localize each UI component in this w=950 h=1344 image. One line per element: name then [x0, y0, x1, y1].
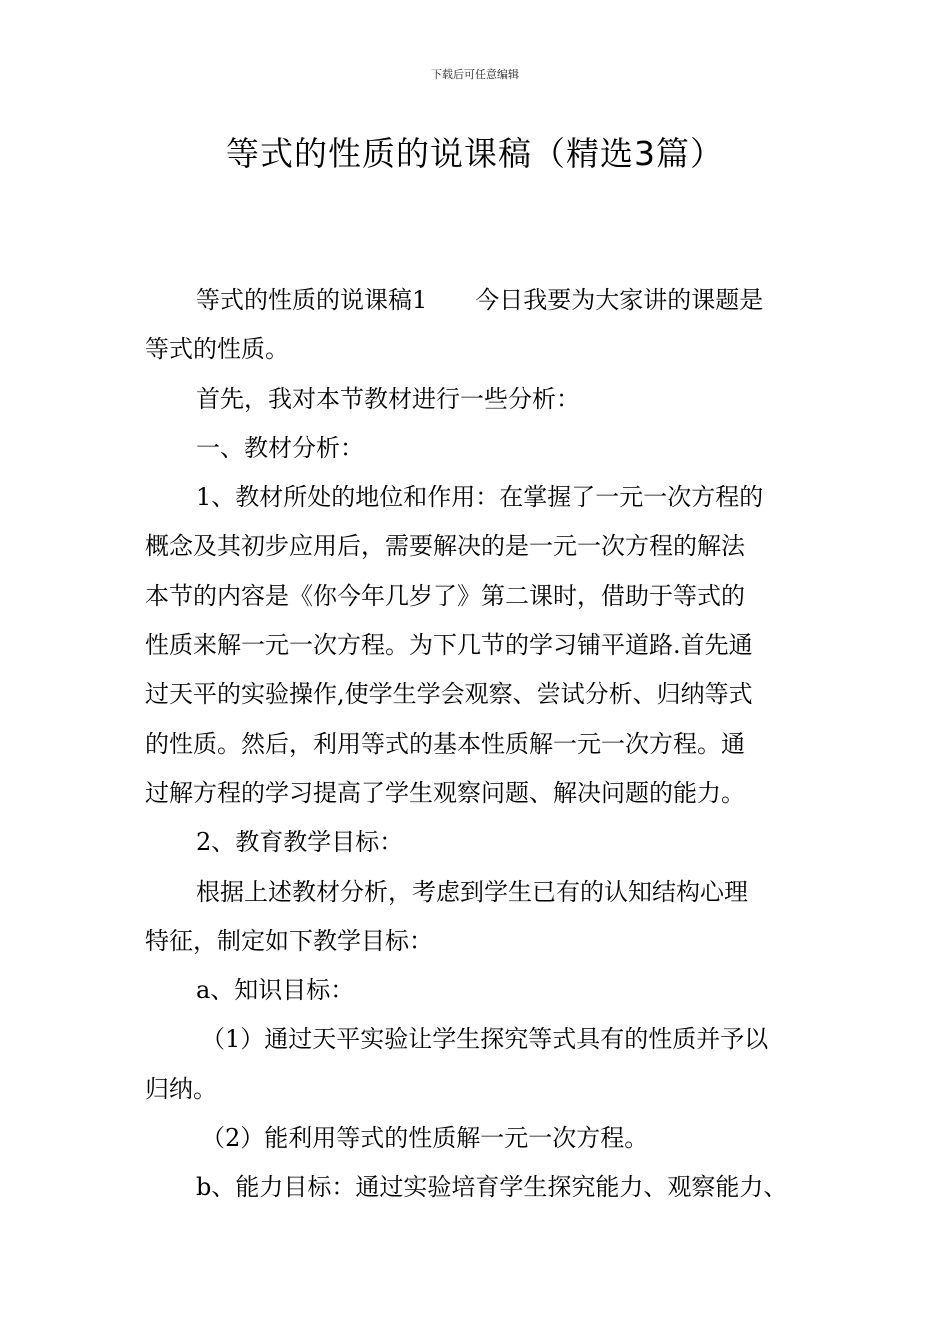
paragraph-line: b、能力目标：通过实验培育学生探究能力、观察能力、 [196, 1173, 788, 1202]
paragraph-line: （1）通过天平实验让学生探究等式具有的性质并予以 [201, 1025, 769, 1054]
paragraph-line: 本节的内容是《你今年几岁了》第二课时，借助于等式的 [145, 581, 745, 610]
paragraph-line: 一、教材分析： [196, 433, 364, 462]
paragraph-line: 1、教材所处的地位和作用：在掌握了一元一次方程的 [196, 483, 764, 512]
paragraph-line: 性质来解一元一次方程。为下几节的学习铺平道路.首先通 [145, 631, 753, 660]
paragraph-line: （2）能利用等式的性质解一元一次方程。 [201, 1124, 649, 1153]
paragraph-line: 等式的性质的说课稿1 今日我要为大家讲的课题是 [196, 286, 764, 314]
paragraph-line: a、知识目标： [196, 976, 355, 1005]
paragraph-line: 根据上述教材分析，考虑到学生已有的认知结构心理 [196, 877, 748, 906]
paragraph-line: 的性质。然后，利用等式的基本性质解一元一次方程。通 [145, 729, 745, 758]
document-title: 等式的性质的说课稿（精选3篇） [226, 134, 724, 173]
paragraph-line: 2、教育教学目标： [196, 828, 404, 857]
paragraph-line: 特征，制定如下教学目标： [145, 926, 433, 955]
paragraph-line: 过天平的实验操作,使学生学会观察、尝试分析、归纳等式 [145, 680, 753, 709]
paragraph-line: 过解方程的学习提高了学生观察问题、解决问题的能力。 [145, 778, 745, 807]
paragraph-line: 首先，我对本节教材进行一些分析： [196, 384, 580, 413]
paragraph-line: 归纳。 [145, 1074, 217, 1103]
paragraph-line: 等式的性质。 [145, 335, 289, 364]
header-note: 下载后可任意编辑 [431, 68, 519, 81]
paragraph-line: 概念及其初步应用后，需要解决的是一元一次方程的解法 [145, 532, 745, 561]
document-body [145, 276, 817, 1213]
